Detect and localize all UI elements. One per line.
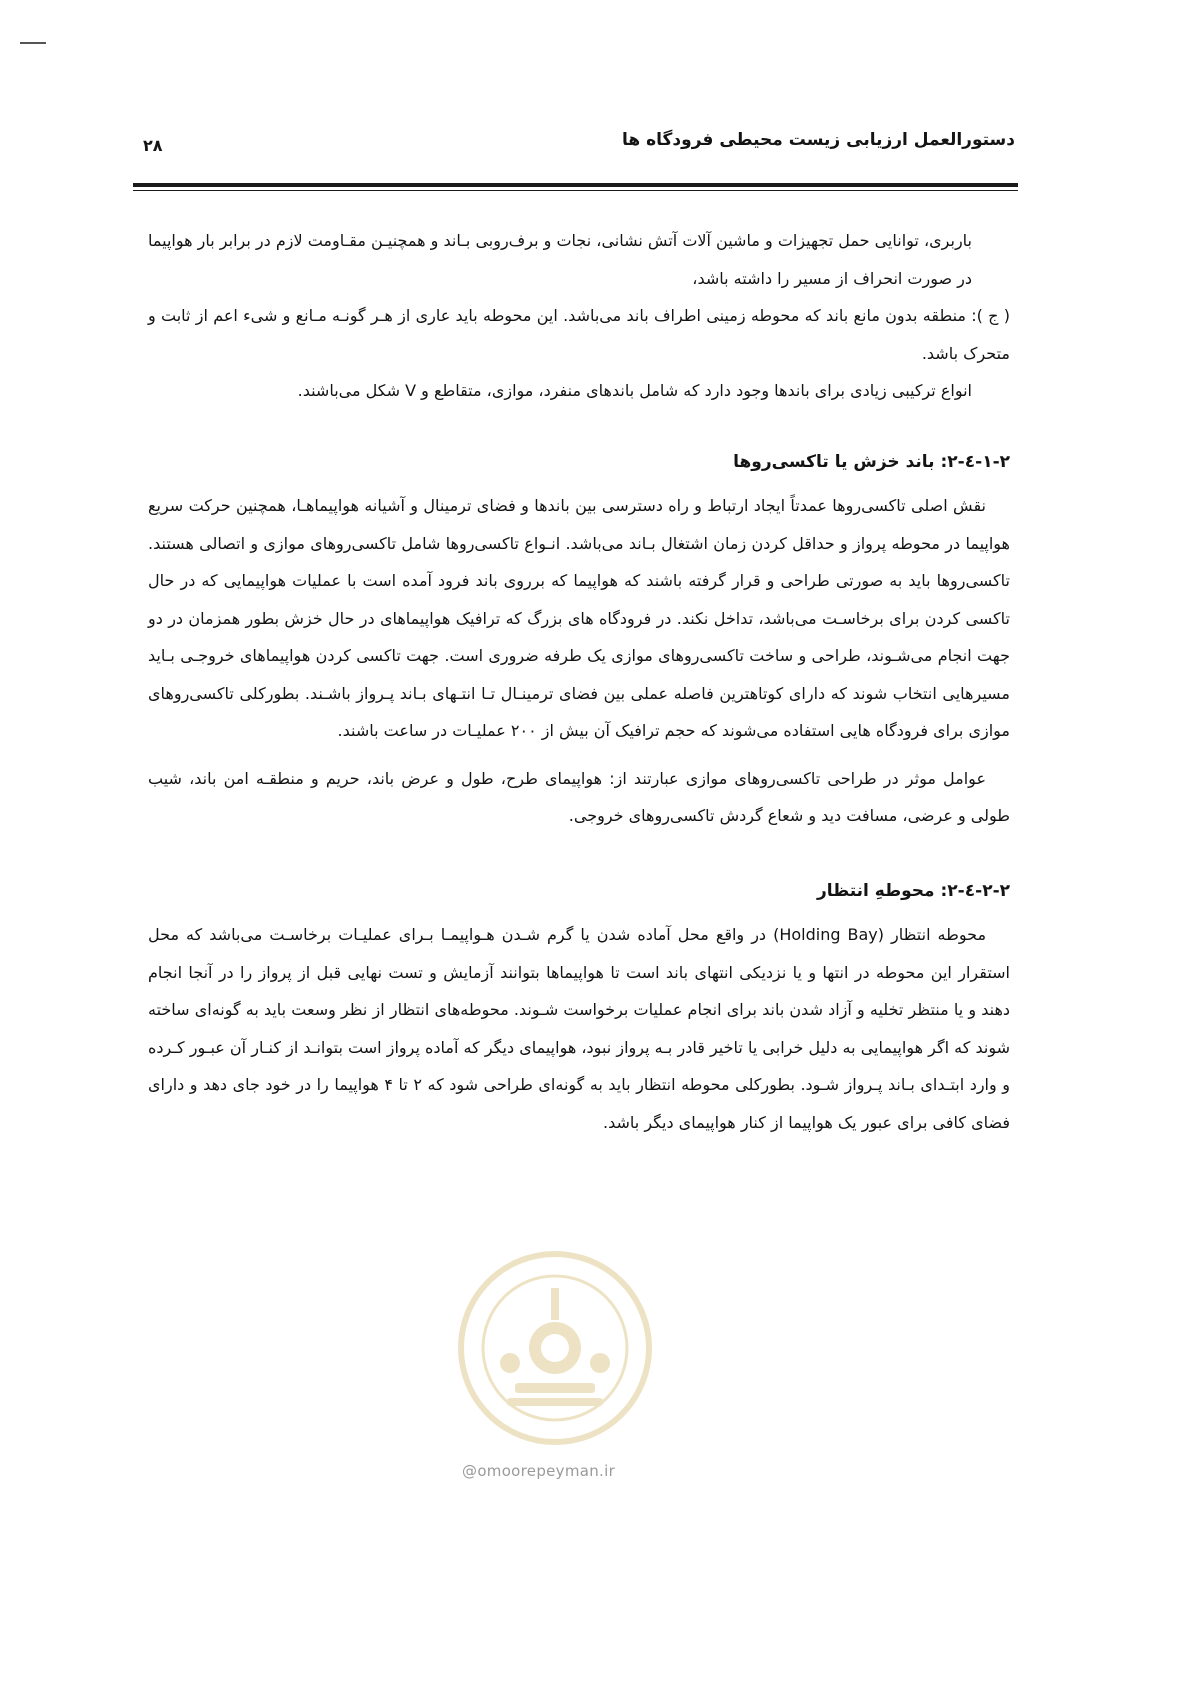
watermark-seal-icon	[455, 1248, 655, 1448]
paragraph-taxiways: نقش اصلی تاکسی‌روها عمدتاً ایجاد ارتباط و راه دسترسی بین باندها و فضای ترمینال و آشیانه هواپیماهـا، همچنین حرکت سریع هواپیما در محوطه پرواز و حداقل کردن زمان اشتغال بـاند می‌باشد. انـواع تاکسی‌روها شامل تاکسی‌روهای موازی و اتصالی هستند. تاکسی‌روها باید به صورتی طراحی و قرار گرفته باشند که هواپیما که برروی باند فرود آمده است با عملیات هواپیمایی که در حال تاکسی کردن برای برخاسـت می‌باشد، تداخل نکند. در فرودگاه های بزرگ که ترافیک هواپیماهای در حال خزش بطور همزمان در دو جهت انجام می‌شـوند، طراحی و ساخت تاکسی‌روهای موازی یک طرفه ضروری است. جهت تاکسی کردن هواپیماهای خروجـی بـاید مسیرهایی انتخاب شوند که دارای کوتاهترین فاصله عملی بین فضای ترمینـال تـا انتـهای بـاند پـرواز باشـند. بطورکلی تاکسی‌روهای موازی برای فرودگاه هایی استفاده می‌شوند که حجم ترافیک آن بیش از ۲۰۰ عملیـات در ساعت باشند.	[148, 496, 1010, 740]
page-header	[135, 122, 1015, 162]
at-icon: @	[462, 1462, 478, 1480]
paragraph-cargo: باربری، توانایی حمل تجهیزات و ماشین آلات آتش نشانی، نجات و برف‌روبی بـاند و همچنیـن مقـاومت لازم در برابر بار هواپیما در صورت انحراف از مسیر را داشته باشد،	[148, 231, 972, 288]
paragraph-holding-bay: محوطه انتظار (Holding Bay) در واقع محل آماده شدن یا گرم شـدن هـواپیمـا بـرای عملیـات برخاسـت می‌باشد که محل استقرار این محوطه در انتها و یا نزدیکی انتهای باند است تا هواپیماها بتوانند آزمایش و تست نهایی قبل از پرواز را در آنجا انجام دهند و یا منتظر تخلیه و آزاد شدن باند برای انجام عملیات برخواست شـوند. محوطه‌های انتظار از نظر وسعت باید به گونه‌ای ساخته شوند که اگر هواپیمایی به دلیل خرابی یا تاخیر قادر بـه پرواز نبود، هواپیمای دیگر که آماده پرواز است بتوانـد از کنـار آن عبـور کـرده و وارد ابتـدای بـاند پـرواز شـود. بطورکلی محوطه انتظار باید به گونه‌ای طراحی شود که ۲ تا ۴ هواپیما را در خود جای دهد و دارای فضای کافی برای عبور یک هواپیما از کنار هواپیمای دیگر باشد.	[148, 925, 1010, 1132]
document-body	[148, 222, 1010, 1141]
watermark-site: @omoorepeyman.ir	[462, 1462, 616, 1480]
section-heading-holding-bay: ۲-۲-٤-۲: محوطهِ انتظار	[817, 880, 1010, 901]
corner-mark	[20, 42, 46, 44]
header-rule-thin	[133, 190, 1018, 191]
paragraph-taxiway-factors: عوامل موثر در طراحی تاکسی‌روهای موازی عبارتند از: هواپیمای طرح، طول و عرض باند، حریم و منطقـه امن باند، شیب طولی و عرضی، مسافت دید و شعاع گردش تاکسی‌روهای خروجی.	[148, 768, 1010, 825]
page-number: ۲۸	[143, 136, 163, 155]
header-rule-thick	[133, 183, 1018, 187]
section-heading-taxiways: ۱-۲-٤-۲: باند خزش یا تاکسی‌روها	[733, 451, 1010, 472]
paragraph-runway-configurations: انواع ترکیبی زیادی برای باندها وجود دارد که شامل باندهای منفرد، موازی، متقاطع و V شکل می‌باشند.	[297, 381, 972, 400]
page-title: دستورالعمل ارزیابی زیست محیطی فرودگاه ها	[622, 130, 1015, 150]
paragraph-obstacle-free-zone: ( ج ): منطقه بدون مانع باند که محوطه زمینی اطراف باند می‌باشد. این محوطه باید عاری از هـر گونـه مـانع و شیء اعم از ثابت و متحرک باشد.	[148, 306, 1010, 363]
